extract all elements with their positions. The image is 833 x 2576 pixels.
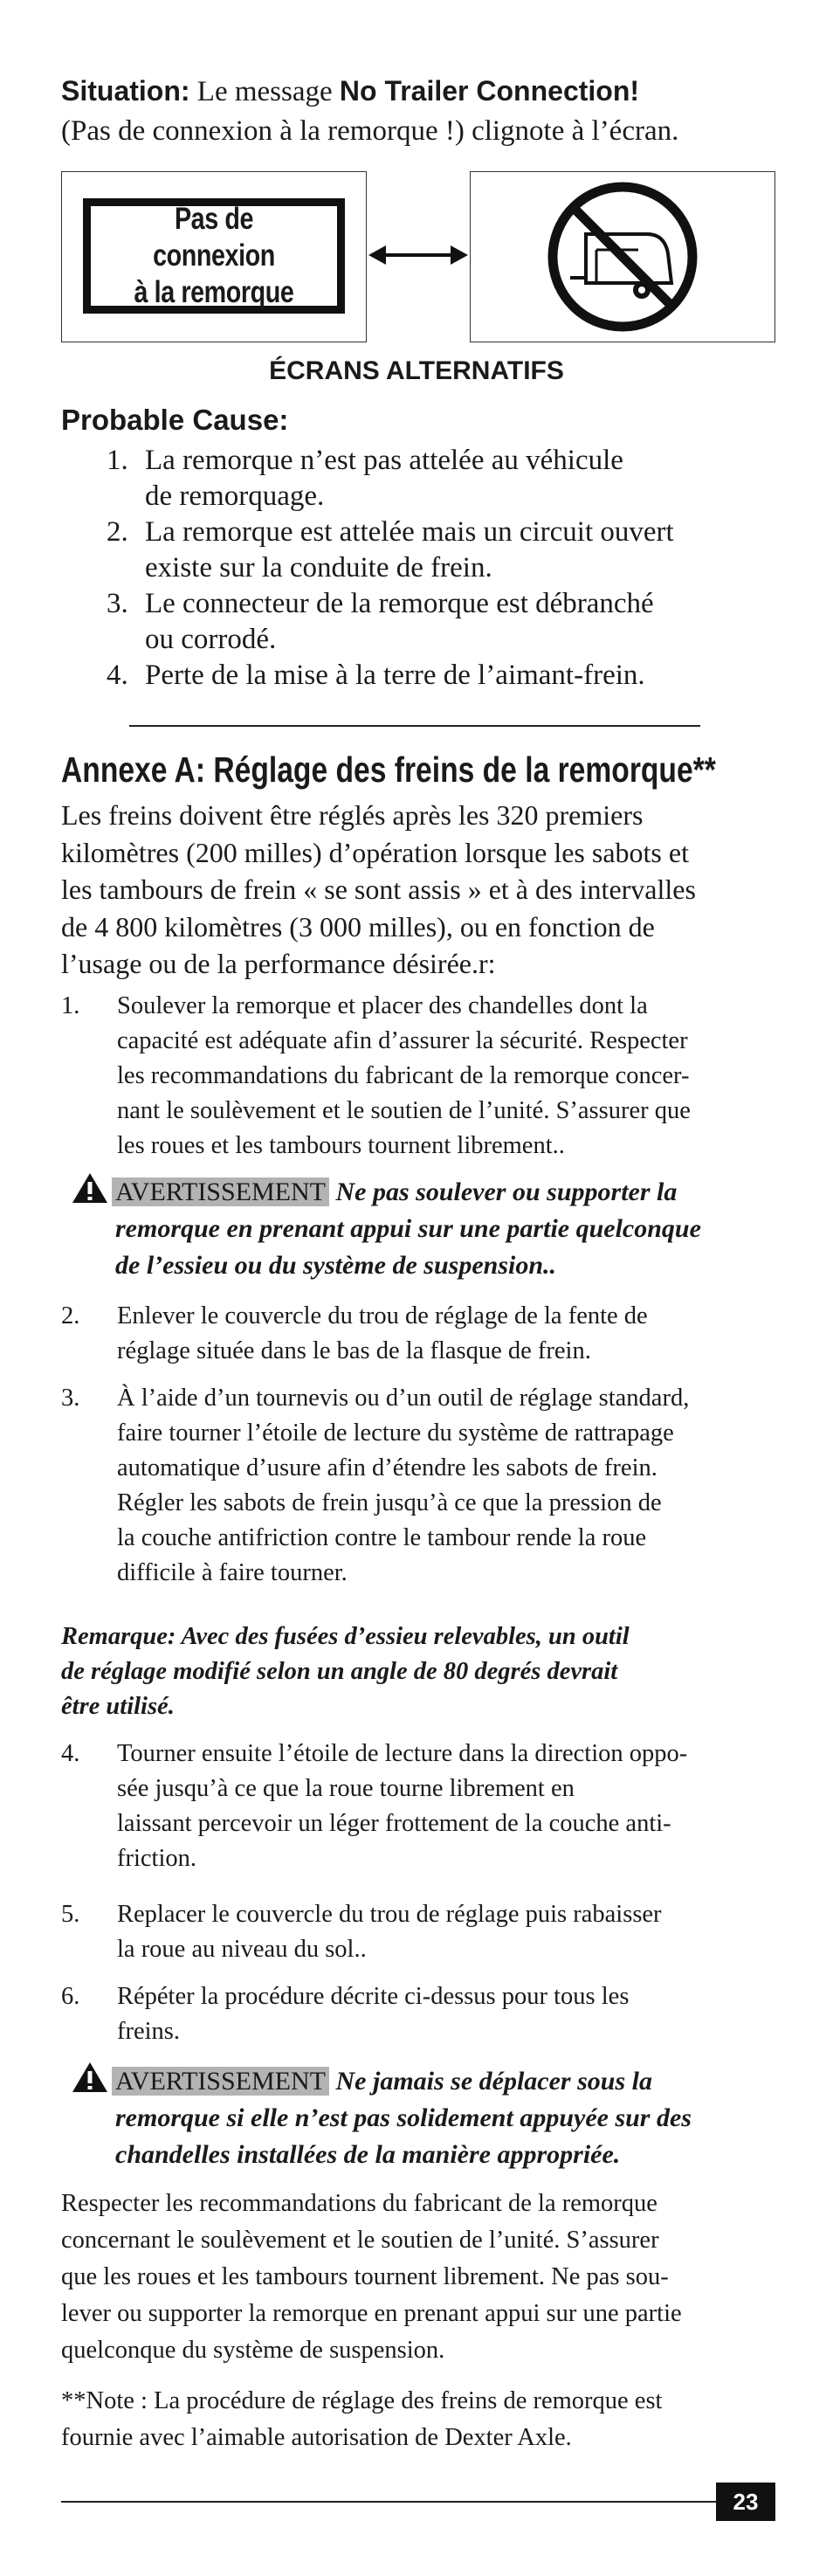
situation-text-part2: (Pas de connexion à la remorque !) clignote à l’écran.: [61, 115, 679, 147]
warning-tag: AVERTISSEMENT: [112, 1178, 329, 1206]
step-5: 5. Replacer le couvercle du trou de réglage puis rabaisser la roue au niveau du sol..: [61, 1901, 662, 1963]
step-3: 3. À l’aide d’un tournevis ou d’un outil de réglage standard, faire tourner l’étoile de lecture du système de rattrapage automatique d’usure afin d’étendre les sabots de frein. Régler les sabots de frein jusqu’à ce que la pression de la couche antifriction contre le tambour rende la roue difficile à faire tourner.: [61, 1385, 690, 1586]
warning-2: AVERTISSEMENT Ne jamais se déplacer sous la remorque si elle n’est pas solidement appuyée sur des chandelles installées de la manière appropriée.: [72, 2061, 779, 2173]
warning-icon: [72, 2061, 108, 2093]
warning-icon: [72, 1172, 108, 1204]
warning-1: AVERTISSEMENT Ne pas soulever ou supporter la remorque en prenant appui sur une partie quelconque de l’essieu ou du système de suspension..: [72, 1172, 779, 1284]
screen-text-line1: Pas de connexion: [153, 202, 275, 273]
step-2: 2. Enlever le couvercle du trou de réglage de la fente de réglage située dans le bas de la flasque de frein.: [61, 1302, 648, 1364]
step-6: 6. Répéter la procédure décrite ci-dessus pour tous les freins.: [61, 1983, 630, 2045]
list-item: 4. Perte de la mise à la terre de l’aimant-frein.: [107, 660, 645, 691]
page-number: 23: [716, 2483, 775, 2521]
situation-text-part1: Le message: [189, 76, 340, 107]
step-4: 4. Tourner ensuite l’étoile de lecture dans la direction oppo- sée jusqu’à ce que la roue tourne librement en laissant percevoir un léger frottement de la couche anti- friction.: [61, 1740, 688, 1872]
probable-cause-heading: Probable Cause:: [61, 404, 289, 436]
footer-rule: [61, 2501, 775, 2503]
screen-text-frame: [83, 198, 345, 314]
screens-caption: ÉCRANS ALTERNATIFS: [269, 356, 564, 385]
footnote: **Note : La procédure de réglage des freins de remorque est fournie avec l’aimable autorisation de Dexter Axle.: [61, 2387, 663, 2451]
double-arrow-icon: [367, 238, 470, 273]
no-trailer-icon: [544, 180, 701, 334]
screen-icon-display: [470, 171, 775, 342]
annex-title: Annexe A: Réglage des freins de la remorque**: [61, 749, 716, 790]
list-item: 2. La remorque est attelée mais un circuit ouvert existe sur la conduite de frein.: [107, 516, 674, 584]
step-1: 1. Soulever la remorque et placer des chandelles dont la capacité est adéquate afin d’assurer la sécurité. Respecter les recommandations du fabricant de la remorque concer- nant le soulèvement et le soutien de l’unité. S’assurer que les roues et les tambours tournent librement..: [61, 992, 691, 1159]
situation-text: [61, 72, 795, 151]
closing-paragraph: Respecter les recommandations du fabricant de la remorque concernant le soulèvement et le soutien de l’unité. S’assurer que les roues et les tambours tournent librement. Ne pas sou- lever ou supporter la remorque en prenant appui sur une partie quelconque du système de suspension.: [61, 2190, 682, 2364]
screen-text-line2: à la remorque: [134, 275, 294, 309]
annex-intro: Les freins doivent être réglés après les 320 premiers kilomètres (200 milles) d’opération lorsque les sabots et les tambours de frein « se sont assis » et à des intervalles de 4 800 kilomètres (3 000 milles), ou en fonction de l’usage ou de la performance désirée.r:: [61, 799, 696, 979]
section-divider: [129, 725, 700, 727]
situation-message: No Trailer Connection!: [339, 75, 640, 107]
situation-label: Situation:: [61, 75, 190, 107]
screen-text-display: [61, 171, 367, 342]
list-item: 1. La remorque n’est pas attelée au véhicule de remorquage.: [107, 445, 623, 512]
warning-tag: AVERTISSEMENT: [112, 2067, 329, 2096]
list-item: 3. Le connecteur de la remorque est débranché ou corrodé.: [107, 588, 654, 655]
remark-note: Remarque: Avec des fusées d’essieu relevables, un outil de réglage modifié selon un angle de 80 degrés devrait être utilisé.: [61, 1623, 630, 1720]
probable-cause-list: [107, 443, 770, 694]
